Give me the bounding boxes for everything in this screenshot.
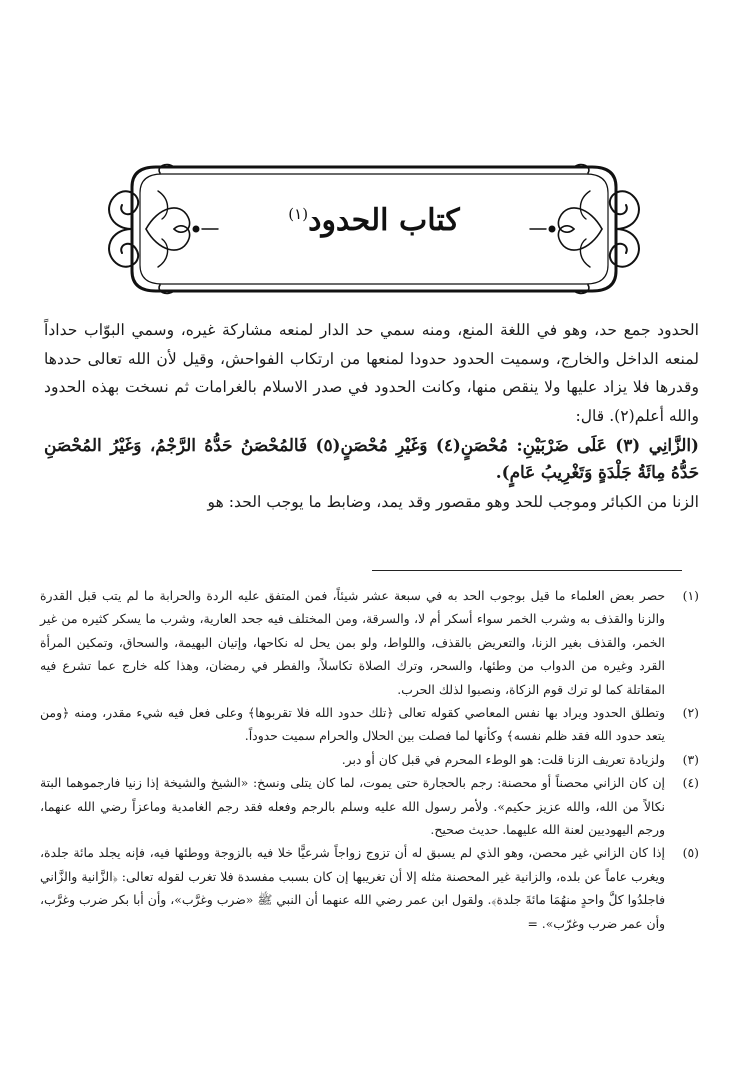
footnote-3 [40, 748, 699, 771]
footnotes [40, 584, 699, 935]
footnote-text: وتطلق الحدود ويراد بها نفس المعاصي كقوله تعالى ﴿تلك حدود الله فلا تقربوها﴾ وعلى فعل فيه شيء مقدر، ومنه ﴿ومن يتعد حدود الله فقد ظلم نفسه﴾ وكأنها لما فصلت بين الحلال والحرام سميت حدوداً. [40, 705, 665, 744]
footnote-number: (٤) [682, 775, 699, 791]
footnote-4 [40, 771, 699, 841]
main-text [44, 316, 699, 517]
footnote-number: (٣) [682, 751, 699, 767]
chapter-title [96, 203, 652, 238]
footnote-text: ولزيادة تعريف الزنا قلت: هو الوطء المحرم في قبل كان أو دبر. [341, 751, 665, 767]
footnote-text: حصر بعض العلماء ما قيل بوجوب الحد به في سبعة عشر شيئاً، فمن المتفق عليه الردة والحرابة ما لم يتب قبل القدرة والزنا والقذف به وشرب الخمر سواء أسكر أم لا، والسرقة، ومن المختلف فيه جحد العارية، وشرب ما يسكر كثيره من غير الخمر، والقذف بغير الزنا، والتعريض بالقذف، واللواط، ولو بمن يحل له نكاحها، وإتيان البهيمة، والسحاق، وتمكين المرأة القرد وغيره من الدواب من وطئها، والسحر، وترك الصلاة تكاسلاً، والفطر في رمضان، وهذا كله خارج عما تشرع فيه المقاتلة كما لو ترك قوم الزكاة، ونصبوا لذلك الحرب. [40, 588, 665, 697]
commentary-paragraph: الزنا من الكبائر وموجب للحد وهو مقصور وقد يمد، وضابط ما يوجب الحد: هو [207, 493, 699, 511]
footnote-text: إن كان الزاني محصناً أو محصنة: رجم بالحجارة حتى يموت، لما كان يتلى ونسخ: «الشيخ والشيخة إذا زنيا فارجموهما البتة نكالاً من الله، والله عزيز حكيم». ولأمر رسول الله عليه وسلم بالرجم وفعله فقد رجم الغامدية وماعزاً رضي الله عنهما، ورجم اليهوديين لعنة الله عليهما. حديث صحيح. [40, 775, 665, 838]
chapter-header-cartouche [96, 163, 652, 295]
footnote-text: إذا كان الزاني غير محصن، وهو الذي لم يسبق له أن تزوج زواجاً شرعيًّا خلا فيه بالزوجة ووطئها فيه، فإنه يجلد مائة جلدة، ويغرب عاماً عن بلده، والزانية غير المحصنة مثله إلا أن تغريبها إن كان بسبب مفسدة فلا تغرب لقوله تعالى: ﴿الزَّانية والزَّاني فاجلدُوا كلَّ واحدٍ منهُمَا مائةَ جلدة﴾. ولقول ابن عمر رضي الله عنهما أن النبي ﷺ «ضرب وغرَّب»، وأن أبا بكر ضرب وغرَّب، وأن عمر ضرب وغرّب». = [40, 845, 665, 931]
footnote-2 [40, 701, 699, 748]
footnote-number: (٢) [682, 705, 699, 721]
intro-paragraph: الحدود جمع حد، وهو في اللغة المنع، ومنه سمي حد الدار لمنعه مشاركة غيره، وسمي البوّاب حداداً لمنعه الداخل والخارج، وسميت الحدود حدودا لمنعها من ارتكاب الفواحش، وقيل لأن الله تعالى حددها وقدرها فلا يزاد عليها ولا ينقص منها، وكانت الحدود في صدر الاسلام بالغرامات ثم نسخت بهذه الحدود والله أعلم(٢). قال: [44, 321, 699, 425]
matn-text: (الزَّانِي (٣) عَلَى ضَرْبَيْنِ: مُحْصَنٍ(٤) وَغَيْرِ مُحْصَنٍ(٥) فَالمُحْصَنُ حَدُّهُ الرَّجْمُ، وَغَيْرُ المُحْصَنِ حَدُّهُ مِائَةُ جَلْدَةٍ وَتَغْرِيبُ عَامٍ). [44, 435, 699, 482]
chapter-title-text: كتاب الحدود [308, 203, 460, 238]
footnote-number: (١) [682, 588, 699, 603]
footnote-1 [40, 584, 699, 701]
footnote-separator [372, 570, 682, 571]
footnote-5 [40, 841, 699, 935]
chapter-title-note-ref: (١) [288, 205, 309, 223]
footnote-number: (٥) [682, 845, 699, 861]
